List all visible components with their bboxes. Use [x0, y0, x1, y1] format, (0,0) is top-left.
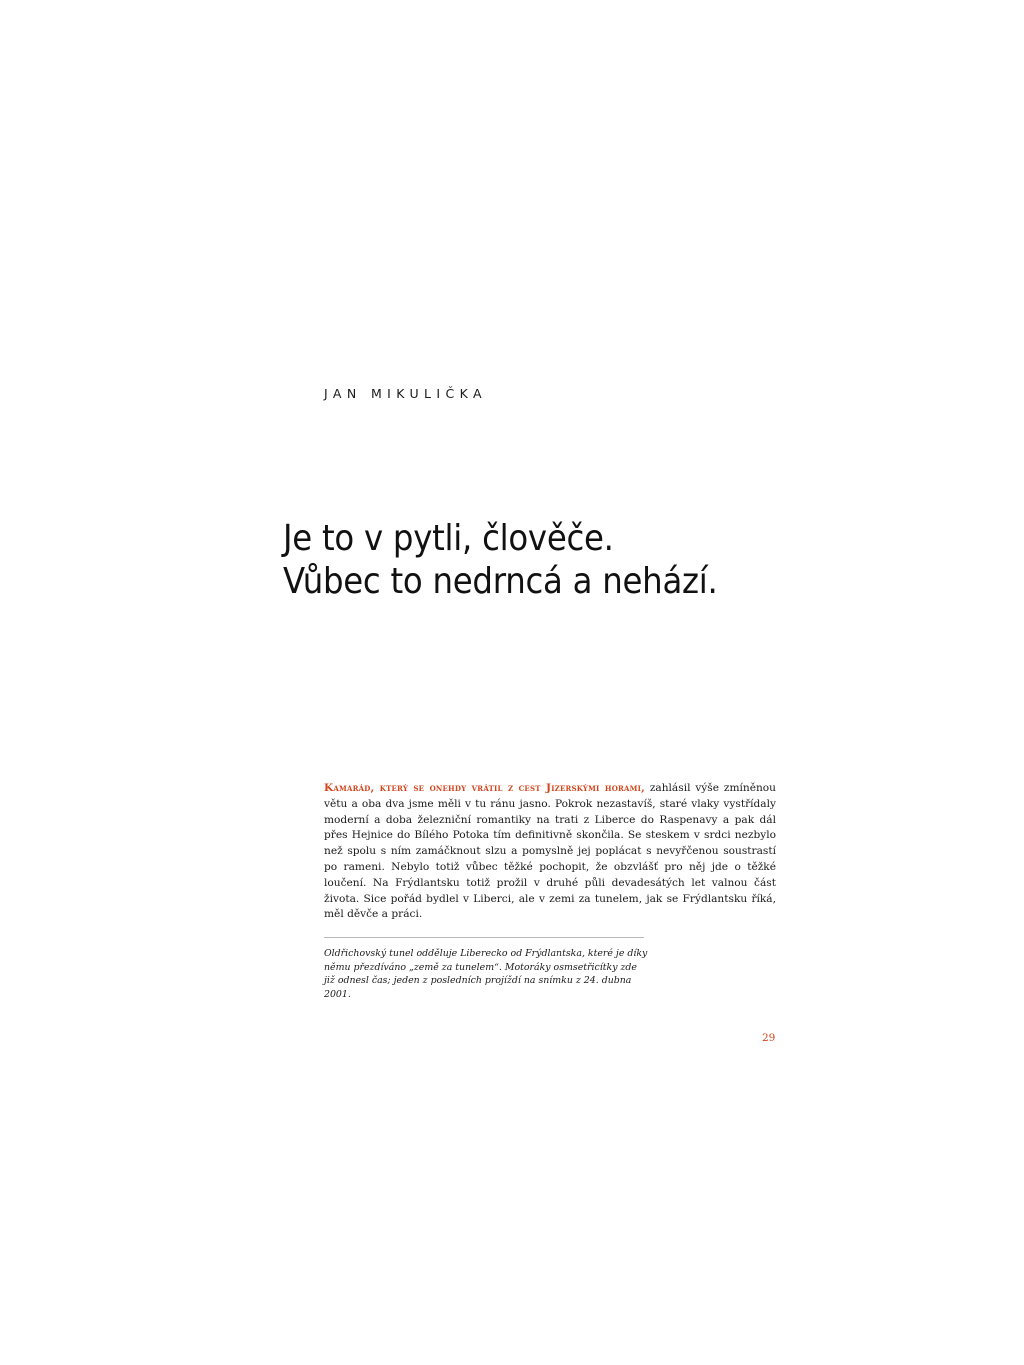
author-name: JAN MIKULIČKA — [324, 386, 487, 401]
photo-caption: Oldřichovský tunel odděluje Liberecko od Frýdlantska, které je díky němu přezdíváno „země za tunelem“. Motoráky osmsetřicítky zde již odnesl čas; jeden z posledních projíždí na snímku z 24. dubna 2001. — [324, 948, 648, 1001]
article-lead-in: Kamarád, který se onehdy vrátil z cest Jizerskými horami, — [324, 782, 645, 794]
page-number: 29 — [762, 1032, 776, 1044]
chapter-title-line-1: Je to v pytli, člověče. — [283, 518, 614, 559]
chapter-title — [283, 517, 751, 603]
chapter-title-line-2: Vůbec to nedrncá a nehází. — [283, 561, 718, 602]
caption-divider — [324, 937, 644, 938]
article-paragraph — [324, 781, 776, 923]
article-body-text: zahlásil výše zmíněnou větu a oba dva jsme měli v tu ránu jasno. Pokrok nezastavíš, staré vlaky vystřídaly moderní a doba železniční romantiky na trati z Liberce do Raspenavy a pak dál přes Hejnice do Bílého Potoka tím definitivně skončila. Se steskem v srdci nezbylo než spolu s ním zamáčknout slzu a pomyslně jej poplácat s nevyřčenou soustrastí po rameni. Nebylo totiž vůbec těžké pochopit, že obzvlášť pro něj jde o těžké loučení. Na Frýdlantsku totiž prožil v druhé půli devadesátých let valnou část života. Sice pořád bydlel v Liberci, ale v zemi za tunelem, jak se Frýdlantsku říká, měl děvče a práci. — [324, 782, 776, 921]
